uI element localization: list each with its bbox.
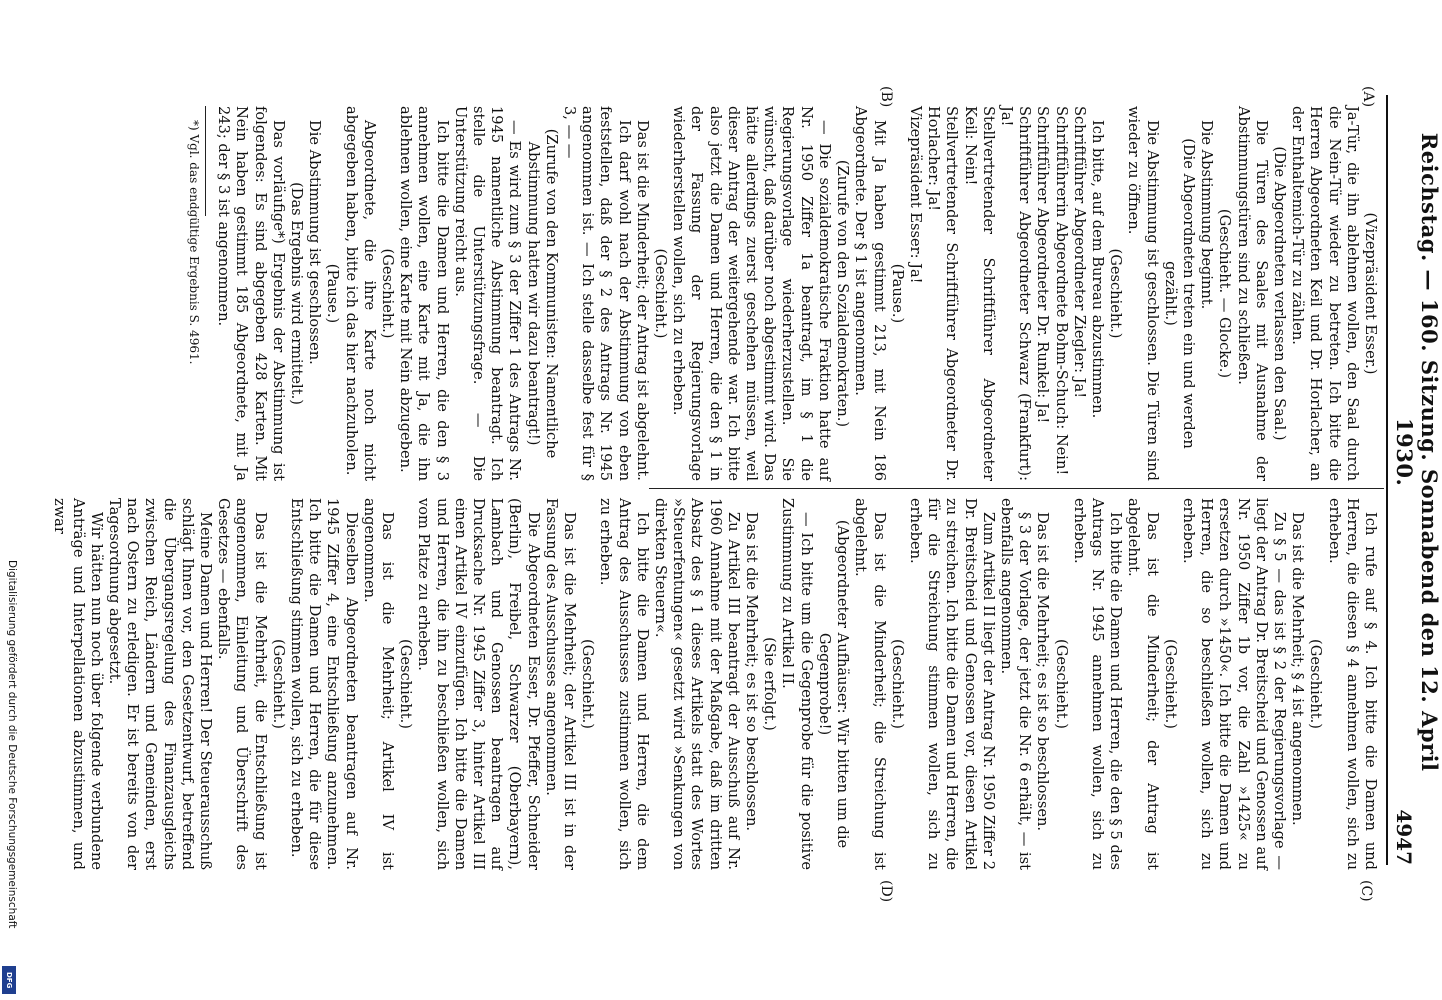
paragraph: — Es wird zum § 3 der Ziffer 1 des Antrags Nr. 1945 namentliche Abstimmung beantragt. Ich stelle die Unterstützungsfrage. — Die Unterstützung reicht aus. bbox=[451, 106, 524, 481]
stage-direction: (Abgeordneter Aufhäuser: Wir bitten um die Gegenprobe!) bbox=[815, 519, 852, 849]
footnote: *) Vgl. das endgültige Ergebnis S. 4961. bbox=[187, 120, 201, 365]
paragraph: — Ich bitte um die Gegenprobe für die positive Zustimmung zu Artikel II. bbox=[779, 498, 815, 870]
paragraph: Das ist die Mehrheit; § 4 ist angenommen. bbox=[1289, 512, 1307, 826]
paragraph: Schriftführer Abgeordneter Dr. Runkel: Ja! bbox=[1034, 106, 1052, 424]
left-column bbox=[186, 106, 1379, 481]
paragraph: Die Abstimmung ist geschlossen. bbox=[306, 120, 324, 365]
paragraph: Zu § 5 — das ist § 2 der Regierungsvorlage — liegt der Antrag Dr. Breitscheid und Genossen auf Nr. 1950 Ziffer 1b vor, die Zahl »1425« zu ersetzen durch »1450«. Ich bitte die Damen und Herren, die so beschließen wollen, sich zu erheben. bbox=[1179, 498, 1288, 870]
paragraph: Stellvertretender Schriftführer Abgeordneter Keil: Nein! bbox=[961, 106, 997, 481]
credit-text: Digitalisierung gefördert durch die Deutsche Forschungsgemeinschaft bbox=[6, 560, 18, 929]
paragraph: Das ist die Mehrheit; es ist so beschlossen. bbox=[1034, 512, 1052, 832]
paragraph: Mit Ja haben gestimmt 213, mit Nein 186 Abgeordnete. Der § 1 ist angenommen. bbox=[852, 106, 888, 481]
paragraph: Dieselben Abgeordneten beantragen auf Nr. 1945 Ziffer 4, eine Entschließung anzunehmen. Ich bitte die Damen und Herren, die für diese Entschließung stimmen wollen, sich zu erheben. bbox=[288, 498, 360, 870]
paragraph: (Vizepräsident Esser.) bbox=[1362, 212, 1379, 375]
stage-direction: (Zurufe von den Kommunisten: Namentliche Abstimmung hatten wir dazu beantragt!) bbox=[524, 128, 560, 459]
stage-direction: (Pause.) bbox=[324, 263, 342, 324]
paragraph: Abgeordnete, die ihre Karte noch nicht abgegeben haben, bitte ich das hier nachzuholen. bbox=[342, 106, 378, 481]
dfg-logo-icon: DFG bbox=[2, 966, 16, 994]
paragraph: Wir hätten nun noch über folgende verbundene Anträge und Interpellationen abzustimmen, und zwar bbox=[51, 498, 105, 870]
header-title: Reichstag. — 160. Sitzung. Sonnabend den 12. April 1930. bbox=[1392, 132, 1442, 772]
paragraph: Das ist die Minderheit; die Streichung ist abgelehnt. bbox=[852, 498, 888, 870]
footnote-divider bbox=[205, 106, 206, 216]
stage-direction: (Geschieht.) bbox=[888, 639, 906, 729]
paragraph: Zum Artikel II liegt der Antrag Nr. 1950 Ziffer 2 Dr. Breitscheid und Genossen vor, diesen Artikel zu streichen. Ich bitte die Damen und Herren, die für die Streichung stimmen wollen, sich zu erheben. bbox=[906, 498, 997, 870]
stage-direction: (Das Ergebnis wird ermittelt.) bbox=[288, 182, 306, 405]
paragraph: Ich bitte die Damen und Herren, die dem Antrag des Ausschusses zustimmen wollen, sich zu erheben. bbox=[597, 498, 651, 870]
right-column bbox=[50, 498, 1379, 870]
stage-direction: (Geschieht.) bbox=[1107, 248, 1125, 339]
stage-direction: (Geschieht.) bbox=[269, 639, 287, 729]
paragraph: Das ist die Mehrheit; Artikel IV ist angenommen. bbox=[360, 498, 397, 870]
paragraph: Meine Damen und Herren! Der Steuerausschuß schlägt Ihnen vor, den Gesetzentwurf, betreffend die Übergangsregelung des Finanzausgleichs zwischen Reich, Ländern und Gemeinden, erst nach Ostern zu erledigen. Er ist bereits von der Tagesordnung abgesetzt. bbox=[105, 498, 214, 870]
paragraph: Das ist die Minderheit; der Antrag ist abgelehnt. bbox=[1125, 498, 1161, 870]
rotated-page bbox=[51, 0, 1442, 1000]
margin-mark-b: (B) bbox=[878, 86, 894, 108]
paragraph: § 3 der Vorlage, der jetzt die Nr. 6 erhält, — ist ebenfalls angenommen. bbox=[997, 498, 1034, 870]
stage-direction: (Geschieht.) bbox=[1161, 639, 1179, 729]
paragraph: Ich bitte, auf dem Bureau abzustimmen. bbox=[1088, 120, 1106, 419]
paragraph: Das ist die Mehrheit; es ist so beschlossen. bbox=[743, 512, 761, 832]
stage-direction: (Geschieht.) bbox=[397, 639, 415, 729]
paragraph: Ich rufe auf § 4. Ich bitte die Damen und Herren, die diesen § 4 annehmen wollen, sich zu erheben. bbox=[1325, 498, 1379, 870]
stage-direction: (Sie erfolgt.) bbox=[761, 637, 779, 731]
stage-direction: (Geschieht.) bbox=[652, 248, 670, 339]
paragraph: Schriftführerin Abgeordnete Bohm-Schuch: Nein! bbox=[1052, 106, 1070, 476]
paragraph: Schriftführer Abgeordneter Schwarz (Frankfurt): Ja! bbox=[997, 106, 1034, 481]
paragraph: — Die sozialdemokratische Fraktion hatte auf Nr. 1950 Ziffer 1a beantragt, im § 1 die Regierungsvorlage wiederherzustellen. Sie wünscht, daß darüber noch abgestimmt wird. Das hätte allerdings zuerst geschehen müssen, weil dieser Antrag der weitergehende war. Ich bitte also jetzt die Damen und Herren, die den § 1 in der Fassung der Regierungsvorlage wiederherstellen wollen, sich zu erheben. bbox=[670, 106, 833, 481]
paragraph: Stellvertretender Schriftführer Abgeordneter Dr. Horlacher: Ja! bbox=[925, 106, 961, 481]
margin-mark-a: (A) bbox=[1360, 86, 1376, 108]
paragraph: Schriftführer Abgeordneter Ziegler: Ja! bbox=[1070, 106, 1088, 399]
margin-mark-c: (C) bbox=[1358, 880, 1374, 902]
digitization-credit bbox=[0, 560, 24, 1000]
paragraph: Zu Artikel III beantragt der Ausschuß auf Nr. 1960 Annahme mit der Maßgabe, daß im dritten Absatz des § 1 dieses Artikels statt des Wortes »Steuerfentungen« gesetzt wird »Senkungen von direkten Steuern«. bbox=[652, 498, 742, 870]
paragraph: Das vorläufige*) Ergebnis der Abstimmung ist folgendes: Es sind abgegeben 428 Karten. Mit Nein haben gestimmt 185 Abgeordnete, mit Ja 243; der § 3 ist angenommen. bbox=[215, 106, 287, 481]
paragraph: Das ist die Mehrheit, die Entschließung ist angenommen, Einleitung und Überschrift des Gesetzes — ebenfalls. bbox=[215, 498, 269, 870]
stage-direction: (Die Abgeordneten verlassen den Saal.) bbox=[1270, 146, 1288, 441]
paragraph: Ich bitte die Damen und Herren, die den § 3 annehmen wollen, eine Karte mit Ja, die ihn ablehnen wollen, eine Karte mit Nein abzugeben. bbox=[397, 106, 451, 481]
stage-direction: (Zurufe von den Sozialdemokraten.) bbox=[834, 159, 852, 428]
paragraph: Die Türen des Saales mit Ausnahme der Abstimmungstüren sind zu schließen. bbox=[1234, 106, 1270, 481]
stage-direction: (Geschieht.) bbox=[1307, 639, 1325, 729]
paragraph: Das ist die Mehrheit; der Artikel III ist in der Fassung des Ausschusses angenommen. bbox=[542, 498, 579, 870]
stage-direction: (Geschieht.) bbox=[1052, 639, 1070, 729]
page-number: 4947 bbox=[1392, 809, 1416, 865]
stage-direction: (Geschieht. — Glocke.) bbox=[1216, 208, 1234, 379]
paragraph: Die Abstimmung ist geschlossen. Die Türen sind wieder zu öffnen. bbox=[1125, 106, 1161, 481]
paragraph: Die Abstimmung beginnt. bbox=[1198, 120, 1216, 310]
paragraph: Ich bitte die Damen und Herren, die den § 5 des Antrags Nr. 1945 annehmen wollen, sich zu erheben. bbox=[1070, 498, 1125, 870]
page-header bbox=[1386, 95, 1442, 865]
paragraph: Ja-Tür, die ihn ablehnen wollen, den Saal durch die Nein-Tür wieder zu betreten. Ich bitte die Herren Abgeordneten Keil und Dr. Horlacher, an der Enthaltemich-Tür zu zählen. bbox=[1289, 106, 1361, 481]
paragraph: Vizepräsident Esser: Ja! bbox=[906, 106, 924, 284]
paragraph: Das ist die Minderheit; der Antrag ist abgelehnt. bbox=[633, 120, 651, 481]
stage-direction: (Geschieht.) bbox=[379, 248, 397, 339]
column-divider bbox=[649, 488, 1384, 489]
stage-direction: (Geschieht.) bbox=[579, 639, 597, 729]
paragraph: Die Abgeordneten Esser, Dr. Pfeffer, Schneider (Berlin), Freibel, Schwarzer (Oberbayern), Lambach und Genossen beantragen auf Drucksache Nr. 1945 Ziffer 3, hinter Artikel III einen Artikel IV einzufügen. Ich bitte die Damen und Herren, die ihn zu beschließen wollen, sich vom Platze zu erheben. bbox=[415, 498, 542, 870]
paragraph: Ich darf wohl nach der Abstimmung von eben feststellen, daß der § 2 des Antrags Nr. 1945 angenommen ist. — Ich stelle dasselbe fest für § 3, — — bbox=[561, 106, 633, 481]
page-content bbox=[51, 0, 1442, 1000]
stage-direction: (Die Abgeordneten treten ein und werden gezählt.) bbox=[1161, 138, 1197, 449]
margin-mark-d: (D) bbox=[878, 880, 894, 903]
stage-direction: (Pause.) bbox=[888, 263, 906, 324]
